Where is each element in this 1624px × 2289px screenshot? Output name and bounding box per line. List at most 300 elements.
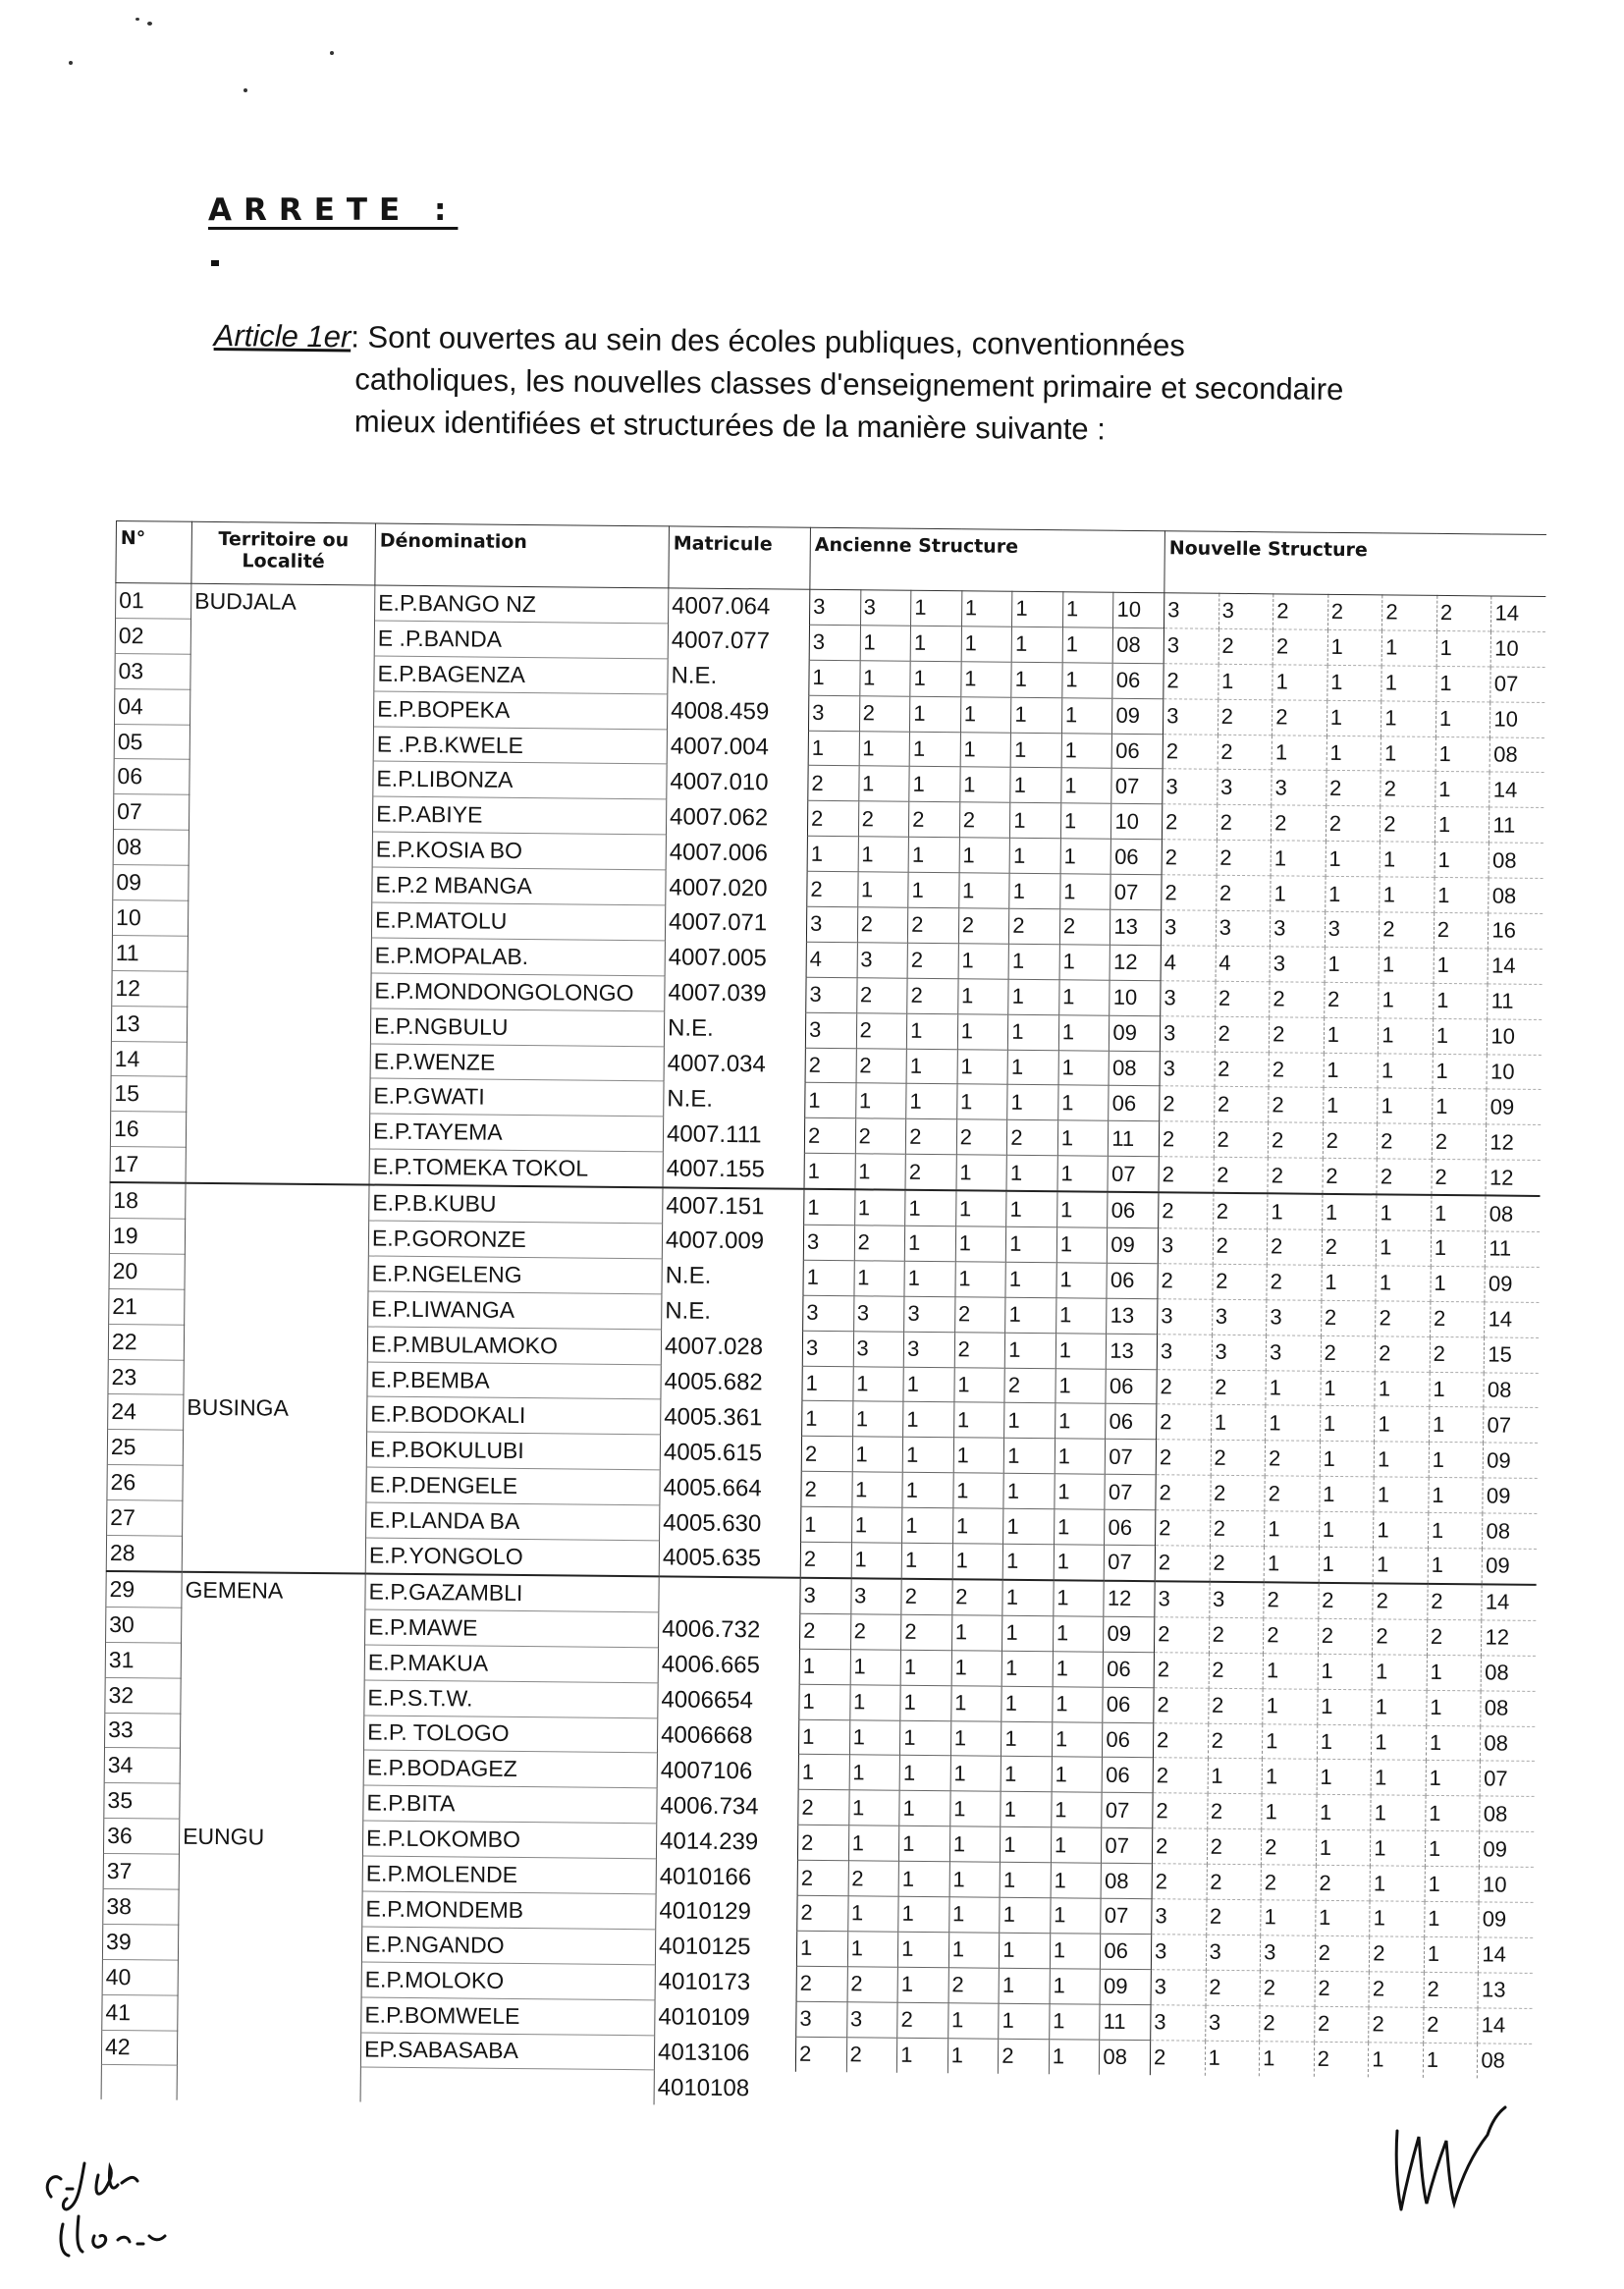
matricule-extra: 4010108 xyxy=(654,2070,795,2106)
denomination-cell: E.P.DENGELE xyxy=(366,1467,660,1505)
ancienne-cell: 2 xyxy=(846,2037,897,2072)
ancienne-cell: 2 xyxy=(901,1579,952,1615)
ancienne-cell: 1 xyxy=(909,767,960,802)
ancienne-cell: 06 xyxy=(1112,663,1164,698)
schools-table xyxy=(101,520,1546,2113)
nouvelle-cell: 1 xyxy=(1379,1018,1434,1054)
scan-speck xyxy=(330,51,334,55)
denomination-cell: E.P. TOLOGO xyxy=(363,1715,657,1753)
ancienne-cell: 1 xyxy=(1057,1156,1109,1192)
nouvelle-cell: 1 xyxy=(1370,1866,1425,1901)
row-number: 29 xyxy=(106,1571,182,1608)
nouvelle-cell: 1 xyxy=(1436,630,1491,666)
denomination-cell: E.P.TAYEMA xyxy=(369,1114,663,1152)
nouvelle-cell: 2 xyxy=(1213,1193,1268,1229)
nouvelle-cell: 2 xyxy=(1267,1265,1322,1300)
ancienne-cell: 13 xyxy=(1110,909,1162,945)
nouvelle-cell: 1 xyxy=(1372,1655,1427,1690)
nouvelle-cell: 1 xyxy=(1435,701,1490,736)
nouvelle-cell: 10 xyxy=(1488,1019,1542,1055)
ancienne-cell: 1 xyxy=(902,1507,953,1543)
ancienne-cell: 1 xyxy=(1053,1686,1104,1721)
nouvelle-cell: 2 xyxy=(1163,734,1218,769)
nouvelle-cell: 1 xyxy=(1324,1053,1379,1088)
row-number: 17 xyxy=(110,1147,186,1183)
ancienne-cell: 1 xyxy=(1008,1014,1059,1050)
article-line-1: : Sont ouvertes au sein des écoles publiques, conventionnées xyxy=(351,319,1186,363)
nouvelle-cell: 2 xyxy=(1210,1476,1265,1511)
ancienne-cell: 1 xyxy=(1009,838,1060,873)
matricule-cell: N.E. xyxy=(662,1259,803,1295)
nouvelle-cell: 1 xyxy=(1318,1654,1373,1689)
nouvelle-cell: 10 xyxy=(1487,1055,1541,1090)
nouvelle-cell: 1 xyxy=(1317,1689,1372,1724)
ancienne-cell: 1 xyxy=(958,944,1009,979)
ancienne-cell: 1 xyxy=(952,1508,1003,1544)
ancienne-cell: 3 xyxy=(853,1331,904,1366)
nouvelle-cell: 12 xyxy=(1486,1160,1540,1196)
ancienne-cell: 2 xyxy=(954,1297,1005,1333)
nouvelle-cell: 1 xyxy=(1429,1407,1484,1443)
ancienne-cell: 1 xyxy=(1053,1651,1104,1686)
matricule-cell: 4007.039 xyxy=(665,976,806,1012)
nouvelle-cell: 2 xyxy=(1156,1475,1211,1510)
denomination-cell: E.P.NGELENG xyxy=(368,1256,662,1294)
ancienne-cell: 1 xyxy=(801,1506,852,1542)
nouvelle-cell: 2 xyxy=(1207,1828,1262,1864)
ancienne-cell: 1 xyxy=(847,1932,898,1967)
ancienne-cell: 1 xyxy=(1003,1439,1055,1474)
ancienne-cell: 1 xyxy=(848,1826,899,1861)
ancienne-cell: 1 xyxy=(950,1756,1001,1791)
nouvelle-cell: 3 xyxy=(1155,1581,1210,1617)
ancienne-cell: 3 xyxy=(904,1296,955,1332)
ancienne-cell: 1 xyxy=(1001,1757,1052,1792)
matricule-cell: 4006668 xyxy=(657,1717,798,1754)
nouvelle-cell: 08 xyxy=(1486,1196,1540,1232)
ancienne-cell: 2 xyxy=(858,801,909,837)
nouvelle-cell: 1 xyxy=(1424,1936,1479,1972)
nouvelle-cell: 1 xyxy=(1319,1511,1374,1547)
nouvelle-cell: 2 xyxy=(1211,1370,1266,1405)
ancienne-cell: 1 xyxy=(949,1826,1001,1862)
nouvelle-cell: 1 xyxy=(1429,1478,1484,1513)
nouvelle-cell: 2 xyxy=(1321,1300,1376,1335)
ancienne-cell: 3 xyxy=(860,590,911,626)
denomination-cell: E.P.TOMEKA TOKOL xyxy=(369,1149,663,1187)
ancienne-cell: 06 xyxy=(1105,1509,1156,1545)
nouvelle-cell: 2 xyxy=(1214,1087,1269,1122)
ancienne-cell: 1 xyxy=(1008,979,1059,1014)
ancienne-cell: 1 xyxy=(798,1755,849,1790)
ancienne-cell: 3 xyxy=(805,1012,856,1048)
nouvelle-cell: 3 xyxy=(1163,698,1218,734)
nouvelle-cell: 2 xyxy=(1210,1546,1265,1582)
nouvelle-cell: 1 xyxy=(1433,1054,1488,1089)
ancienne-cell: 1 xyxy=(999,2003,1050,2039)
matricule-cell: 4007.077 xyxy=(668,624,809,660)
nouvelle-cell: 10 xyxy=(1490,702,1544,737)
ancienne-cell: 2 xyxy=(999,2039,1050,2074)
nouvelle-cell: 2 xyxy=(1218,735,1272,770)
row-number: 36 xyxy=(103,1819,179,1855)
matricule-cell: 4007.006 xyxy=(666,835,807,871)
nouvelle-cell: 14 xyxy=(1488,949,1542,984)
nouvelle-cell: 1 xyxy=(1315,1900,1370,1935)
nouvelle-cell: 1 xyxy=(1371,1830,1426,1866)
ancienne-cell: 1 xyxy=(1002,1544,1054,1580)
row-number: 07 xyxy=(113,794,189,831)
ancienne-cell: 1 xyxy=(911,590,962,626)
nouvelle-cell: 2 xyxy=(1211,1441,1266,1476)
ancienne-cell: 3 xyxy=(846,2001,897,2037)
nouvelle-cell: 2 xyxy=(1209,1653,1264,1688)
schools-table-wrap xyxy=(101,520,1546,2113)
ancienne-cell: 1 xyxy=(960,732,1011,767)
ancienne-cell: 3 xyxy=(903,1332,954,1367)
nouvelle-cell: 2 xyxy=(1158,1264,1213,1299)
matricule-cell: 4006.734 xyxy=(657,1788,798,1825)
nouvelle-cell: 1 xyxy=(1264,1547,1319,1583)
ancienne-cell: 2 xyxy=(956,1119,1007,1155)
row-number: 23 xyxy=(108,1359,184,1395)
ancienne-cell: 1 xyxy=(910,626,961,661)
ancienne-cell: 1 xyxy=(1005,1262,1056,1297)
nouvelle-cell: 2 xyxy=(1208,1723,1263,1759)
ancienne-cell: 1 xyxy=(953,1438,1004,1473)
ancienne-cell: 2 xyxy=(1059,909,1110,945)
ancienne-cell: 1 xyxy=(852,1366,903,1401)
nouvelle-cell: 2 xyxy=(1432,1124,1487,1160)
ancienne-cell: 1 xyxy=(1007,1085,1058,1120)
ancienne-cell: 1 xyxy=(951,1650,1002,1685)
ancienne-cell: 1 xyxy=(1057,1085,1109,1120)
nouvelle-cell: 2 xyxy=(1434,912,1489,948)
ancienne-cell: 1 xyxy=(809,660,860,695)
nouvelle-cell: 1 xyxy=(1327,629,1382,665)
ancienne-cell: 11 xyxy=(1109,1121,1160,1157)
denomination-cell: E.P.MONDEMB xyxy=(362,1891,656,1930)
ancienne-cell: 2 xyxy=(908,907,959,943)
nouvelle-cell: 2 xyxy=(1154,1652,1209,1687)
nouvelle-cell: 2 xyxy=(1154,1687,1209,1722)
nouvelle-cell: 3 xyxy=(1158,1228,1213,1264)
denomination-cell: E.P.MONDONGOLONGO xyxy=(371,973,665,1011)
ancienne-cell: 3 xyxy=(850,1578,901,1614)
ancienne-cell: 09 xyxy=(1112,698,1164,734)
denomination-cell: EP.SABASABA xyxy=(360,2032,654,2070)
row-number: 38 xyxy=(103,1888,179,1925)
nouvelle-cell: 1 xyxy=(1436,666,1491,701)
nouvelle-cell: 3 xyxy=(1152,1899,1207,1935)
ancienne-cell: 2 xyxy=(801,1472,852,1507)
ancienne-cell: 1 xyxy=(956,1155,1007,1191)
nouvelle-cell: 1 xyxy=(1218,664,1272,699)
row-number: 34 xyxy=(104,1748,180,1784)
denomination-cell: E.P.NGANDO xyxy=(361,1927,655,1965)
nouvelle-cell: 3 xyxy=(1267,1300,1322,1335)
denomination-cell: E .P.B.KWELE xyxy=(373,727,667,765)
nouvelle-cell: 07 xyxy=(1480,1761,1534,1796)
denomination-cell: E.P.GAZAMBLI xyxy=(365,1573,659,1611)
ancienne-cell: 1 xyxy=(1056,1263,1108,1298)
ancienne-cell: 1 xyxy=(905,1190,956,1226)
ancienne-cell: 09 xyxy=(1108,1227,1159,1263)
nouvelle-cell: 1 xyxy=(1372,1724,1427,1760)
ancienne-cell: 1 xyxy=(1056,1298,1107,1334)
nouvelle-cell: 1 xyxy=(1268,1193,1323,1229)
ancienne-cell: 1 xyxy=(849,1755,900,1790)
ancienne-cell: 2 xyxy=(797,1895,848,1931)
ancienne-cell: 1 xyxy=(959,838,1010,873)
ancienne-cell: 1 xyxy=(950,1685,1001,1720)
ancienne-cell: 2 xyxy=(909,802,960,838)
row-number: 41 xyxy=(102,1994,178,2031)
ancienne-cell: 1 xyxy=(796,1931,847,1966)
ancienne-cell: 2 xyxy=(808,766,859,801)
nouvelle-cell: 4 xyxy=(1161,946,1216,981)
ancienne-cell: 1 xyxy=(948,1933,1000,1968)
matricule-cell: 4005.615 xyxy=(660,1435,801,1471)
nouvelle-cell: 3 xyxy=(1261,1935,1316,1971)
denomination-cell: E.P.BEMBA xyxy=(367,1362,661,1400)
matricule-cell: 4010129 xyxy=(656,1894,797,1931)
nouvelle-cell: 2 xyxy=(1323,1159,1378,1195)
territoire-label: EUNGU xyxy=(183,1823,265,1850)
nouvelle-cell: 2 xyxy=(1209,1617,1264,1653)
ancienne-cell: 1 xyxy=(904,1261,955,1296)
ancienne-cell: 3 xyxy=(802,1331,853,1366)
ancienne-cell: 08 xyxy=(1109,1051,1160,1086)
ancienne-cell: 1 xyxy=(850,1649,901,1684)
row-number: 28 xyxy=(106,1536,182,1572)
nouvelle-cell: 2 xyxy=(1370,1936,1425,1972)
nouvelle-cell: 2 xyxy=(1214,1158,1269,1194)
nouvelle-cell: 2 xyxy=(1315,1935,1370,1971)
ancienne-cell: 1 xyxy=(906,1049,957,1084)
nouvelle-cell: 2 xyxy=(1269,1016,1324,1052)
denomination-cell: E.P.LIBONZA xyxy=(373,761,667,799)
nouvelle-cell: 2 xyxy=(1264,1582,1319,1618)
nouvelle-cell: 2 xyxy=(1262,1829,1317,1865)
nouvelle-cell: 1 xyxy=(1381,701,1436,736)
nouvelle-cell: 1 xyxy=(1426,1796,1481,1831)
nouvelle-cell: 1 xyxy=(1428,1513,1483,1549)
nouvelle-cell: 1 xyxy=(1378,1053,1433,1088)
ancienne-cell: 1 xyxy=(958,873,1009,908)
denomination-cell: E.P.KOSIA BO xyxy=(372,832,666,870)
nouvelle-cell: 1 xyxy=(1435,772,1490,807)
ancienne-cell: 1 xyxy=(805,1083,856,1118)
ancienne-cell: 1 xyxy=(1000,1933,1051,1968)
ancienne-cell: 08 xyxy=(1100,2040,1151,2075)
ancienne-cell: 1 xyxy=(855,1154,906,1190)
ancienne-cell: 1 xyxy=(858,766,909,801)
nouvelle-cell: 1 xyxy=(1326,665,1381,700)
nouvelle-cell: 1 xyxy=(1430,1372,1485,1407)
nouvelle-cell: 3 xyxy=(1271,911,1326,947)
nouvelle-cell: 1 xyxy=(1431,1266,1486,1301)
matricule-cell: 4007.020 xyxy=(666,870,807,906)
ancienne-cell: 2 xyxy=(850,1614,901,1650)
header-denomination: Dénomination xyxy=(375,523,670,588)
ancienne-cell: 1 xyxy=(898,1896,949,1932)
nouvelle-cell: 1 xyxy=(1371,1795,1426,1830)
nouvelle-cell: 1 xyxy=(1323,1088,1378,1123)
ancienne-cell: 1 xyxy=(1002,1580,1054,1616)
ancienne-cell: 1 xyxy=(1053,1616,1104,1652)
nouvelle-cell: 1 xyxy=(1324,1017,1379,1053)
nouvelle-cell: 3 xyxy=(1161,910,1216,946)
nouvelle-cell: 2 xyxy=(1272,629,1327,665)
nouvelle-cell: 09 xyxy=(1479,1902,1533,1937)
row-number: 14 xyxy=(111,1041,187,1077)
nouvelle-cell: 2 xyxy=(1152,1828,1207,1864)
territoire-cell xyxy=(186,583,375,1184)
row-number: 40 xyxy=(102,1959,178,1995)
denomination-cell: E.P.MOLENDE xyxy=(362,1856,656,1894)
row-number: 05 xyxy=(114,724,189,760)
row-number: 26 xyxy=(107,1465,183,1501)
nouvelle-cell: 2 xyxy=(1218,699,1272,735)
ancienne-cell: 2 xyxy=(804,1118,855,1154)
denomination-cell: E.P.S.T.W. xyxy=(364,1680,658,1718)
row-number: 20 xyxy=(109,1253,185,1289)
article-line-3: mieux identifiées et structurées de la manière suivante : xyxy=(353,404,1107,447)
ancienne-cell: 1 xyxy=(1006,1155,1057,1191)
nouvelle-cell: 3 xyxy=(1164,593,1218,628)
nouvelle-cell: 3 xyxy=(1212,1335,1267,1370)
ancienne-cell: 1 xyxy=(1008,944,1059,979)
nouvelle-cell: 1 xyxy=(1431,1195,1486,1231)
nouvelle-cell: 1 xyxy=(1425,1901,1480,1936)
ancienne-cell: 1 xyxy=(1001,1651,1053,1686)
nouvelle-cell: 2 xyxy=(1380,806,1435,842)
ancienne-cell: 2 xyxy=(856,978,907,1013)
ancienne-cell: 1 xyxy=(903,1402,954,1438)
ancienne-cell: 06 xyxy=(1102,1758,1153,1793)
nouvelle-cell: 16 xyxy=(1489,913,1543,949)
nouvelle-cell: 1 xyxy=(1380,877,1435,912)
nouvelle-cell: 1 xyxy=(1319,1547,1374,1583)
ancienne-cell: 1 xyxy=(1054,1545,1105,1581)
ancienne-cell: 2 xyxy=(856,1012,907,1048)
ancienne-cell: 1 xyxy=(900,1685,951,1720)
nouvelle-cell: 1 xyxy=(1434,948,1489,983)
nouvelle-cell: 2 xyxy=(1154,1617,1209,1653)
nouvelle-cell: 2 xyxy=(1153,1793,1208,1828)
nouvelle-cell: 1 xyxy=(1211,1405,1266,1441)
ancienne-cell: 1 xyxy=(1001,1791,1052,1826)
nouvelle-cell: 2 xyxy=(1265,1441,1320,1476)
ancienne-cell: 2 xyxy=(1009,908,1060,944)
ancienne-cell: 3 xyxy=(853,1296,904,1332)
table-body xyxy=(101,583,1545,2114)
ancienne-cell: 1 xyxy=(906,1084,957,1119)
row-number: 03 xyxy=(115,653,190,689)
nouvelle-cell: 07 xyxy=(1490,667,1544,702)
nouvelle-cell: 2 xyxy=(1159,1157,1214,1193)
ancienne-cell: 1 xyxy=(908,838,959,873)
ancienne-cell: 1 xyxy=(953,1473,1004,1508)
nouvelle-cell: 3 xyxy=(1151,2004,1206,2040)
nouvelle-cell: 12 xyxy=(1487,1124,1541,1160)
nouvelle-cell: 2 xyxy=(1324,982,1379,1017)
ancienne-cell: 07 xyxy=(1106,1440,1157,1475)
ancienne-cell: 07 xyxy=(1101,1898,1152,1934)
header-territoire: Territoire ou Localité xyxy=(191,521,376,585)
nouvelle-cell: 2 xyxy=(1380,912,1435,948)
ancienne-cell: 2 xyxy=(796,1966,847,2001)
ancienne-cell: 2 xyxy=(801,1437,852,1472)
nouvelle-cell: 2 xyxy=(1260,1970,1315,2005)
ancienne-cell: 11 xyxy=(1100,2004,1151,2040)
ancienne-cell: 2 xyxy=(1004,1368,1056,1403)
ancienne-cell: 1 xyxy=(1055,1403,1106,1439)
nouvelle-cell: 1 xyxy=(1428,1548,1483,1584)
ancienne-cell: 1 xyxy=(1056,1368,1107,1403)
nouvelle-cell: 3 xyxy=(1272,770,1326,805)
nouvelle-cell: 2 xyxy=(1430,1336,1485,1372)
ancienne-cell: 2 xyxy=(795,2037,846,2072)
nouvelle-cell: 1 xyxy=(1377,1194,1432,1230)
nouvelle-cell: 2 xyxy=(1206,1899,1261,1935)
row-number: 42 xyxy=(101,2030,177,2066)
matricule-cell: N.E. xyxy=(662,1294,803,1331)
nouvelle-cell: 2 xyxy=(1314,2042,1369,2077)
nouvelle-cell: 2 xyxy=(1268,1122,1323,1158)
denomination-cell: E.P.MOPALAB. xyxy=(371,938,665,976)
nouvelle-cell: 1 xyxy=(1271,841,1326,876)
nouvelle-cell: 2 xyxy=(1150,2040,1205,2075)
row-number: 15 xyxy=(111,1076,187,1113)
nouvelle-cell: 1 xyxy=(1378,1088,1433,1123)
ancienne-cell: 1 xyxy=(902,1438,953,1473)
row-number: 37 xyxy=(103,1854,179,1890)
ancienne-cell: 1 xyxy=(908,872,959,907)
ancienne-cell: 09 xyxy=(1110,1015,1161,1051)
ancienne-cell: 1 xyxy=(1051,1827,1102,1863)
ancienne-cell: 10 xyxy=(1113,592,1164,627)
ancienne-cell: 2 xyxy=(805,1048,856,1083)
matricule-cell: 4007.028 xyxy=(661,1330,802,1366)
nouvelle-cell: 2 xyxy=(1323,1123,1378,1159)
denomination-cell: E.P.MAKUA xyxy=(364,1645,658,1683)
ancienne-cell: 1 xyxy=(899,1756,950,1791)
ancienne-cell: 3 xyxy=(809,625,860,660)
nouvelle-cell: 09 xyxy=(1480,1831,1534,1867)
nouvelle-cell: 1 xyxy=(1380,842,1435,877)
matricule-cell: 4005.361 xyxy=(661,1399,802,1436)
ancienne-cell: 1 xyxy=(910,661,961,696)
matricule-cell: 4005.682 xyxy=(661,1364,802,1400)
nouvelle-cell: 08 xyxy=(1480,1796,1534,1831)
ancienne-cell: 3 xyxy=(808,695,859,731)
ancienne-cell: 1 xyxy=(1010,803,1061,839)
ancienne-cell: 10 xyxy=(1111,804,1163,840)
nouvelle-cell: 2 xyxy=(1369,1972,1424,2007)
nouvelle-cell: 2 xyxy=(1376,1301,1431,1336)
ancienne-cell: 06 xyxy=(1108,1192,1159,1228)
nouvelle-cell: 1 xyxy=(1435,736,1490,772)
ancienne-cell: 1 xyxy=(804,1189,855,1226)
nouvelle-cell: 1 xyxy=(1423,2043,1478,2078)
nouvelle-cell: 1 xyxy=(1262,1759,1317,1794)
ancienne-cell: 1 xyxy=(849,1719,900,1755)
ancienne-cell: 06 xyxy=(1104,1652,1155,1687)
ancienne-cell: 2 xyxy=(1007,1120,1058,1156)
ancienne-cell: 2 xyxy=(800,1613,851,1649)
